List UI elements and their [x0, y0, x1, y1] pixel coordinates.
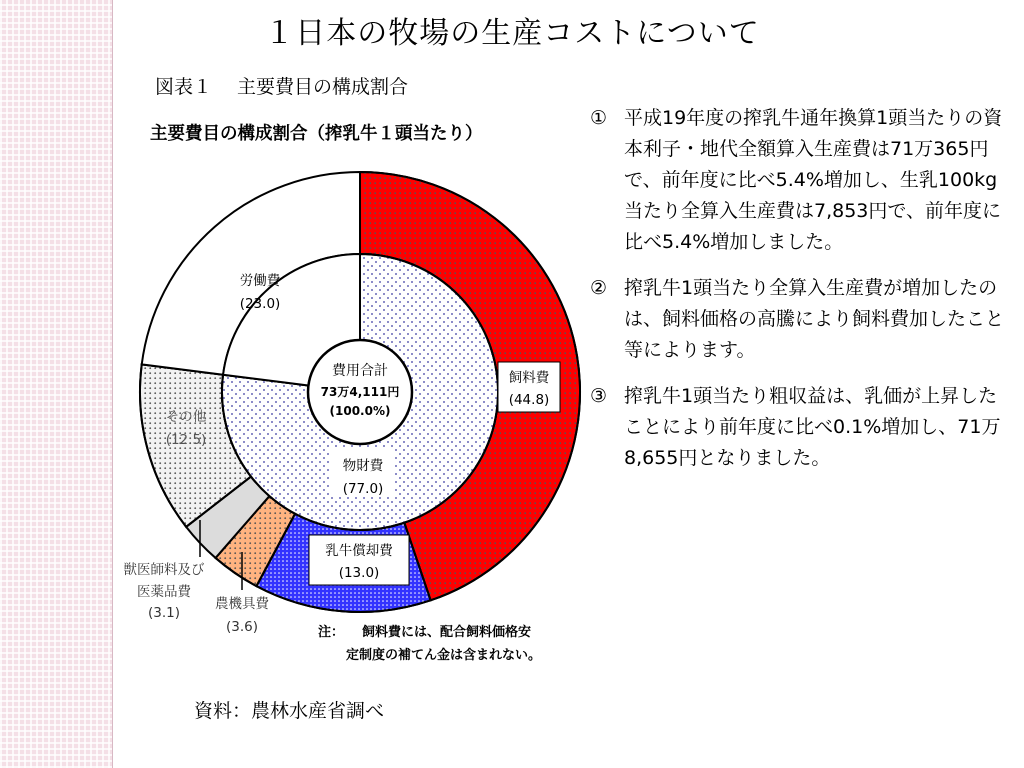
note-head: 注： — [318, 625, 345, 640]
source-note: 資料：農林水産省調べ — [194, 700, 385, 722]
label-vet-1: 獣医師料及び — [123, 562, 205, 578]
note-number: ① — [590, 107, 608, 129]
label-materials: 物財費 — [342, 458, 384, 474]
label-vet-2: 医薬品費 — [137, 584, 191, 600]
label-feed-value: (44.8) — [508, 392, 550, 408]
figure-label: 図表１ 主要費目の構成割合 — [155, 76, 409, 98]
center-value: 73万4,111円 — [320, 385, 400, 399]
label-feed: 飼料費 — [508, 370, 550, 386]
label-cow-depreciation-value: (13.0) — [338, 565, 380, 581]
label-cow-depreciation: 乳牛償却費 — [325, 543, 393, 559]
decorative-stripe — [0, 0, 112, 768]
center-percent: (100.0%) — [329, 404, 391, 418]
label-machinery: 農機具費 — [215, 596, 269, 612]
label-labor: 労働費 — [239, 273, 281, 289]
note-number: ② — [590, 277, 608, 299]
note-item — [590, 103, 1015, 258]
label-vet-value: (3.1) — [147, 605, 181, 621]
donut-chart — [114, 112, 594, 670]
note-text: 搾乳牛1頭当たり全算入生産費が増加したのは、飼料価格の高騰により飼料費加したこと等によります。 — [624, 277, 1005, 361]
note-text: 搾乳牛1頭当たり粗収益は、乳価が上昇したことにより前年度に比べ0.1%増加し、71万8,655円となりました。 — [624, 385, 1001, 469]
center-label: 費用合計 — [332, 363, 388, 379]
note-line-1: 飼料費には、配合飼料価格安 — [362, 625, 532, 640]
label-other-value: (12.5) — [165, 432, 207, 448]
divider-line — [112, 0, 113, 768]
slide-title: １日本の牧場の生産コストについて — [264, 16, 760, 51]
note-line-2: 定制度の補てん金は含まれない。 — [346, 648, 542, 663]
notes-list — [590, 103, 1015, 489]
note-text: 平成19年度の搾乳牛通年換算1頭当たりの資本利子・地代全額算入生産費は71万365円で、前年度に比べ5.4%増加し、生乳100kg当たり全算入生産費は7,853円で、前年度に比べ5.4%増加しました。 — [624, 107, 1003, 253]
chart-container — [114, 112, 594, 670]
label-labor-value: (23.0) — [239, 296, 281, 312]
label-materials-value: (77.0) — [342, 481, 384, 497]
note-number: ③ — [590, 385, 608, 407]
label-other: その他 — [165, 409, 207, 425]
note-item — [590, 273, 1015, 366]
label-machinery-value: (3.6) — [225, 619, 259, 635]
note-item — [590, 381, 1015, 474]
chart-title: 主要費目の構成割合（搾乳牛１頭当たり） — [150, 124, 483, 144]
